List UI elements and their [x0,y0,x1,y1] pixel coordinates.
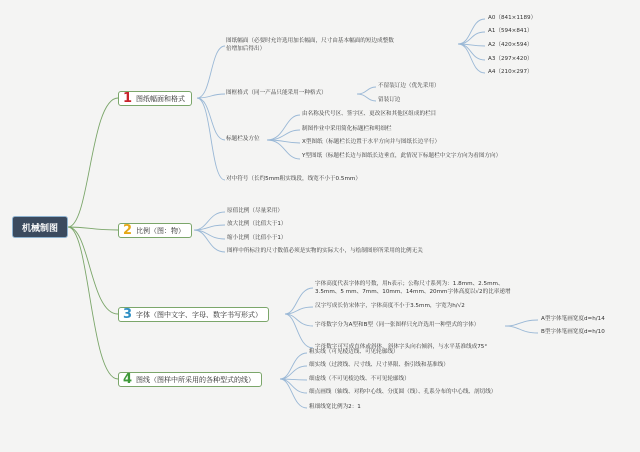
branch-number: 4 [123,372,133,387]
branch-paper-format [118,91,192,106]
node-scale-note: 图样中所标注的尺寸数值必须是实物的实际大小，与绘制图形所采用的比例无关 [227,248,423,254]
node-title-block: 由名称及代号区、签字区、更改区和其他区组成的栏目 [302,111,437,117]
node-paper-size: 图纸幅面（必要时允许选用加长幅面，尺寸由基本幅面的短边成整数倍增加后得出） [226,38,394,52]
node-chinese-font: 汉字写成长仿宋体字，字体高度不小于3.5mm，字宽为h/√2 [315,303,465,309]
node-title-position: 标题栏及方位 [226,136,260,142]
branch-label: 图线（图样中所采用的各种型式的线） [136,375,256,384]
branch-number: 1 [123,91,133,106]
node-y-type: Y型图纸（标题栏长边与图纸长边垂直，此情况下标题栏中文字方向为看图方向） [302,153,502,159]
node-simplified-title: 制图作业中采用简化标题栏和明细栏 [302,126,392,132]
node-line-ratio: 粗细线宽比例为2：1 [309,404,361,410]
node-size-a4: A4（210×297） [488,69,533,75]
node-letter-types: 字母数字分为A型和B型（同一张图样只允许选用一种型式的字体） [315,322,480,328]
node-italic: 字母数字可写成直体或斜体，斜体字头向右倾斜，与水平基准线成75° [315,344,488,350]
branch-label: 字体（图中文字、字母、数字书写形式） [136,310,263,319]
branch-scale [118,223,192,238]
node-size-a2: A2（420×594） [488,42,533,48]
root-node: 机械制图 [12,216,68,238]
node-scale-enlarge: 放大比例（比值大于1） [227,221,287,227]
branch-number: 3 [123,307,133,322]
node-size-a0: A0（841×1189） [488,15,537,21]
node-dotdash-line: 细点画线（轴线、对称中心线、分度圆（线）、孔系分布的中心线、剖切线） [309,389,497,395]
node-x-type: X型图纸（标题栏长边置于水平方向并与图纸长边平行） [302,139,441,145]
node-type-b: B型字体笔画宽度d=h/10 [541,329,605,335]
node-scale-original: 原值比例（尽量采用） [227,208,283,214]
node-font-height: 字体高度代表字体的号数，用h表示；公称尺寸系列为：1.8mm、2.5mm、3.5mm、5 mm、7mm、10mm、14mm、20mm字体高度以√2的比率递增 [315,281,511,295]
branch-number: 2 [123,223,133,238]
node-frame-binding: 留装订边 [378,97,401,103]
node-size-a1: A1（594×841） [488,28,533,34]
branch-label: 比例（图：物） [136,226,186,235]
branch-lines [118,372,262,387]
node-scale-reduce: 缩小比例（比值小于1） [227,235,287,241]
node-frame-format: 图框格式（同一产品只能采用一种格式） [226,90,327,96]
node-size-a3: A3（297×420） [488,56,533,62]
branch-lettering [118,307,269,322]
node-type-a: A型字体笔画宽度d=h/14 [541,316,605,322]
branch-label: 图纸幅面和格式 [136,94,186,103]
node-center-mark: 对中符号（长约5mm粗实线段，线宽不小于0.5mm） [226,176,361,182]
node-dashed-line: 细虚线（不可见棱边线、不可见轮廓线） [309,376,410,382]
node-frame-no-binding: 不留装订边（优先采用） [378,83,440,89]
node-thin-line: 细实线（过渡线、尺寸线、尺寸界限、指引线和基准线） [309,362,449,368]
node-thick-line: 粗实线（可见棱边线、可见轮廓线） [309,349,399,355]
